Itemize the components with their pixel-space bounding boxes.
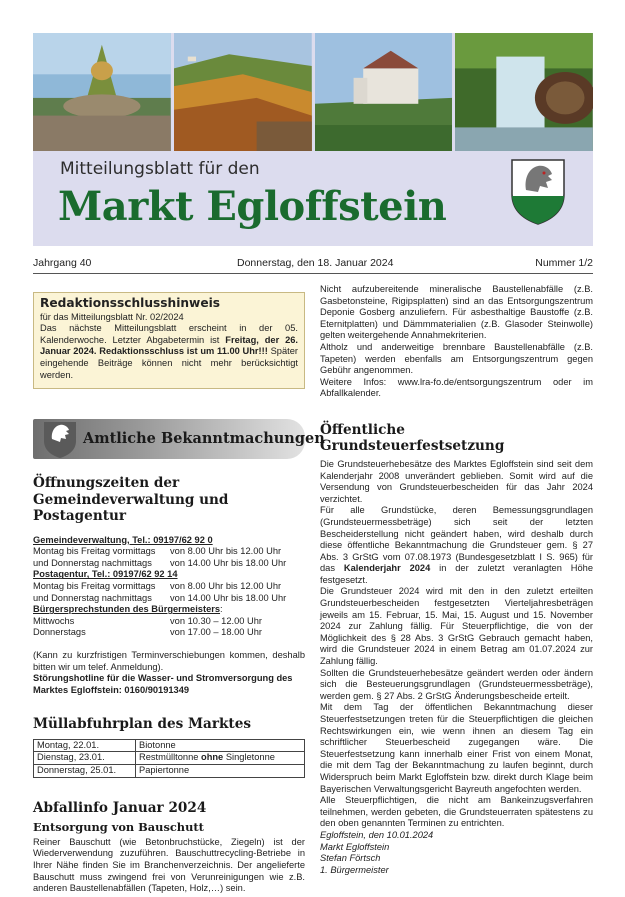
paragraph: Alle Steuerpflichtigen, die nicht am Bankeinzugsverfahren teilnehmen, werden gebeten, die Grundsteuerraten spätestens zu den oben genannten Terminen zu entrichten. xyxy=(320,795,593,829)
paragraph: Nicht aufzubereitende mineralische Baustellenabfälle (z.B. Gasbetonsteine, Rigipsplatten) sind an das Entsorgungszentrum Deponie Gosberg anzuliefern. Für asbesthaltige Baustoffe (z.B. Eternitplatten) und Dämmmaterialien (z.B. Glasoder Steinwolle) gelten weitergehende Annahmekriterien. xyxy=(320,284,593,341)
header-photo-row xyxy=(33,33,593,151)
notice-title: Redaktionsschlusshinweis xyxy=(40,296,221,310)
town-hall-title: Gemeindeverwaltung, Tel.: 09197/62 92 0 xyxy=(33,534,213,545)
hours-row: Donnerstags von 17.00 – 18.00 Uhr xyxy=(33,627,263,638)
notice-subtitle: für das Mitteilungsblatt Nr. 02/2024 xyxy=(40,311,184,322)
banner-label: Amtliche Bekanntmachungen xyxy=(83,430,325,448)
paragraph: Die Grundsteuer 2024 wird mit den in den zuletzt erteilten Grundsteuerbescheiden festgesetzten Vierteljahresbeträgen jeweils am 15. Februar, 15. Mai, 15. August und 15. November 2024 zur Zahlung fällig. Für Steuerpflichtige, die von der Möglichkeit des § 28 Abs. 3 GrStG Gebrauch gemacht haben, wird die Grundsteuer 2024 in einem Betrag am 01.07.2024 zur Zahlung fällig. xyxy=(320,586,593,667)
appointment-note: (Kann zu kurzfristigen Terminverschiebungen kommen, deshalb bitten wir um telef. Anmeldung). xyxy=(33,650,305,672)
paragraph: Für alle Grundstücke, deren Bemessungsgrundlagen (Grundsteuermessbeträge) sich seit der letzten Bescheiderstellung nicht geändert haben, wird deshalb durch diese öffentliche Bekanntmachung die Grundsteuer gem. § 27 Abs. 3 GrStG vom 07.08.1973 (Bundesgesetzblatt I S. 965) für das Kalenderjahr 2024 in der zuletzt veranlagten Höhe festgesetzt. xyxy=(320,505,593,585)
signature-line: 1. Bürgermeister xyxy=(320,864,389,875)
right-column xyxy=(320,284,593,876)
header-subtitle: Mitteilungsblatt für den xyxy=(60,159,260,179)
hotline-text: Störungshotline für die Wasser- und Stromversorgung des Marktes Egloffstein: 0160/90191349 xyxy=(33,673,293,695)
table-cell: Dienstag, 23.01. xyxy=(34,752,136,765)
paragraph: Weitere Infos: www.lra-fo.de/entsorgungszentrum oder im Abfallkalender. xyxy=(320,376,593,399)
left-column xyxy=(33,284,325,895)
crest-icon xyxy=(508,156,568,226)
signature-line: Markt Egloffstein xyxy=(320,841,390,852)
hours-row: Montag bis Freitag vormittags von 8.00 Uhr bis 12.00 Uhr xyxy=(33,581,282,592)
post-office-title: Postagentur, Tel.: 09197/62 92 14 xyxy=(33,569,178,580)
opening-hours-heading: Öffnungszeiten der Gemeindeverwaltung und Postagentur xyxy=(33,475,229,525)
table-row xyxy=(34,765,305,778)
waste-info-heading: Abfallinfo Januar 2024 xyxy=(33,799,207,816)
signature-block xyxy=(320,830,593,876)
signature-line: Stefan Förtsch xyxy=(320,853,381,864)
table-row xyxy=(34,752,305,765)
issue-date: Donnerstag, den 18. Januar 2024 xyxy=(237,257,394,269)
issue-volume: Jahrgang 40 xyxy=(33,257,92,269)
hours-row: Mittwochs von 10.30 – 12.00 Uhr xyxy=(33,615,263,626)
notice-box xyxy=(33,292,305,389)
photo-waterwheel xyxy=(455,33,593,151)
photo-castle xyxy=(315,33,453,151)
table-cell: Restmülltonne ohne Singletonne xyxy=(136,752,305,765)
paragraph: Sollten die Grundsteuerhebesätze geändert werden oder ändern sich die Besteuerungsgrundlagen (Grundsteuermessbeträge), werden gem. § 27 Abs. 2 GrStG Änderungsbescheide erteilt. xyxy=(320,667,593,701)
issue-number: Nummer 1/2 xyxy=(535,257,593,269)
table-cell: Donnerstag, 25.01. xyxy=(34,765,136,778)
waste-schedule-heading: Müllabfuhrplan des Marktes xyxy=(33,716,251,733)
waste-schedule-table xyxy=(33,739,305,778)
divider xyxy=(33,273,593,274)
crest-icon xyxy=(41,419,79,459)
paragraph: Mit dem Tag der öffentlichen Bekanntmachung dieser Steuerfestsetzungen treten für die Steuerpflichtigen die gleichen Rechtswirkungen ein, wie wenn ihnen an diesem Tag ein schriftlicher Steuerbescheid zugegangen wäre. Die Steuerfestsetzung kann innerhalb einer Frist von einem Monat, die mit dem Tag der Bekanntmachung zu laufen beginnt, durch Widerspruch beim Markt Egloffstein bzw. direkt durch Klage beim Bayerischen Verwaltungsgericht Bayreuth angefochten werden. xyxy=(320,702,593,794)
table-cell: Biotonne xyxy=(136,739,305,752)
notice-text: Das nächste Mitteilungsblatt erscheint in der 05. Kalenderwoche. Letzter Abgabetermin ist Freitag, der 26. Januar 2024. Redaktionsschluss ist um 11.00 Uhr!!! Später eingehende Beiträge können nicht mehr berücksichtigt werden. xyxy=(40,323,299,380)
waste-info-subheading: Entsorgung von Bauschutt xyxy=(33,820,204,835)
photo-fountain xyxy=(33,33,171,151)
hours-row: und Donnerstag nachmittags von 14.00 Uhr bis 18.00 Uhr xyxy=(33,592,287,603)
table-cell: Papiertonne xyxy=(136,765,305,778)
opening-hours xyxy=(33,535,305,697)
hours-row: und Donnerstag nachmittags von 14.00 Uhr bis 18.00 Uhr xyxy=(33,557,287,568)
property-tax-heading: Öffentliche Grundsteuerfestsetzung xyxy=(320,421,505,455)
mayor-hours-title: Bürgersprechstunden des Bürgermeisters: xyxy=(33,604,223,615)
page-title: Markt Egloffstein xyxy=(58,183,447,230)
hours-row: Montag bis Freitag vormittags von 8.00 Uhr bis 12.00 Uhr xyxy=(33,546,282,557)
table-row xyxy=(34,739,305,752)
paragraph: Die Grundsteuerhebesätze des Marktes Egloffstein sind seit dem Kalenderjahr 2008 unverändert geblieben. Somit wird auf die Versendung von Grundsteuerbescheiden für das Jahr 2024 verzichtet. xyxy=(320,458,593,504)
table-cell: Montag, 22.01. xyxy=(34,739,136,752)
waste-info-text: Reiner Bauschutt (wie Betonbruchstücke, Ziegeln) ist der Wiederverwendung zuzuführen. Bauschuttrecycling-Betriebe in Ihrer Nähe finden Sie im Branchenverzeichnis. Der angelieferte Bauschutt muss zwingend frei von Verunreinigungen wie z.B. anderen Baustellenabfällen (Tapeten, Holz,…) sein. xyxy=(33,836,305,894)
official-announcements-banner xyxy=(33,415,325,463)
signature-line: Egloffstein, den 10.01.2024 xyxy=(320,829,434,840)
paragraph: Altholz und anderweitige brennbare Baustellenabfälle (z.B. Tapeten) werden ebenfalls am Entsorgungszentrum gegen Gebühr angenommen. xyxy=(320,341,593,376)
photo-autumn-valley xyxy=(174,33,312,151)
